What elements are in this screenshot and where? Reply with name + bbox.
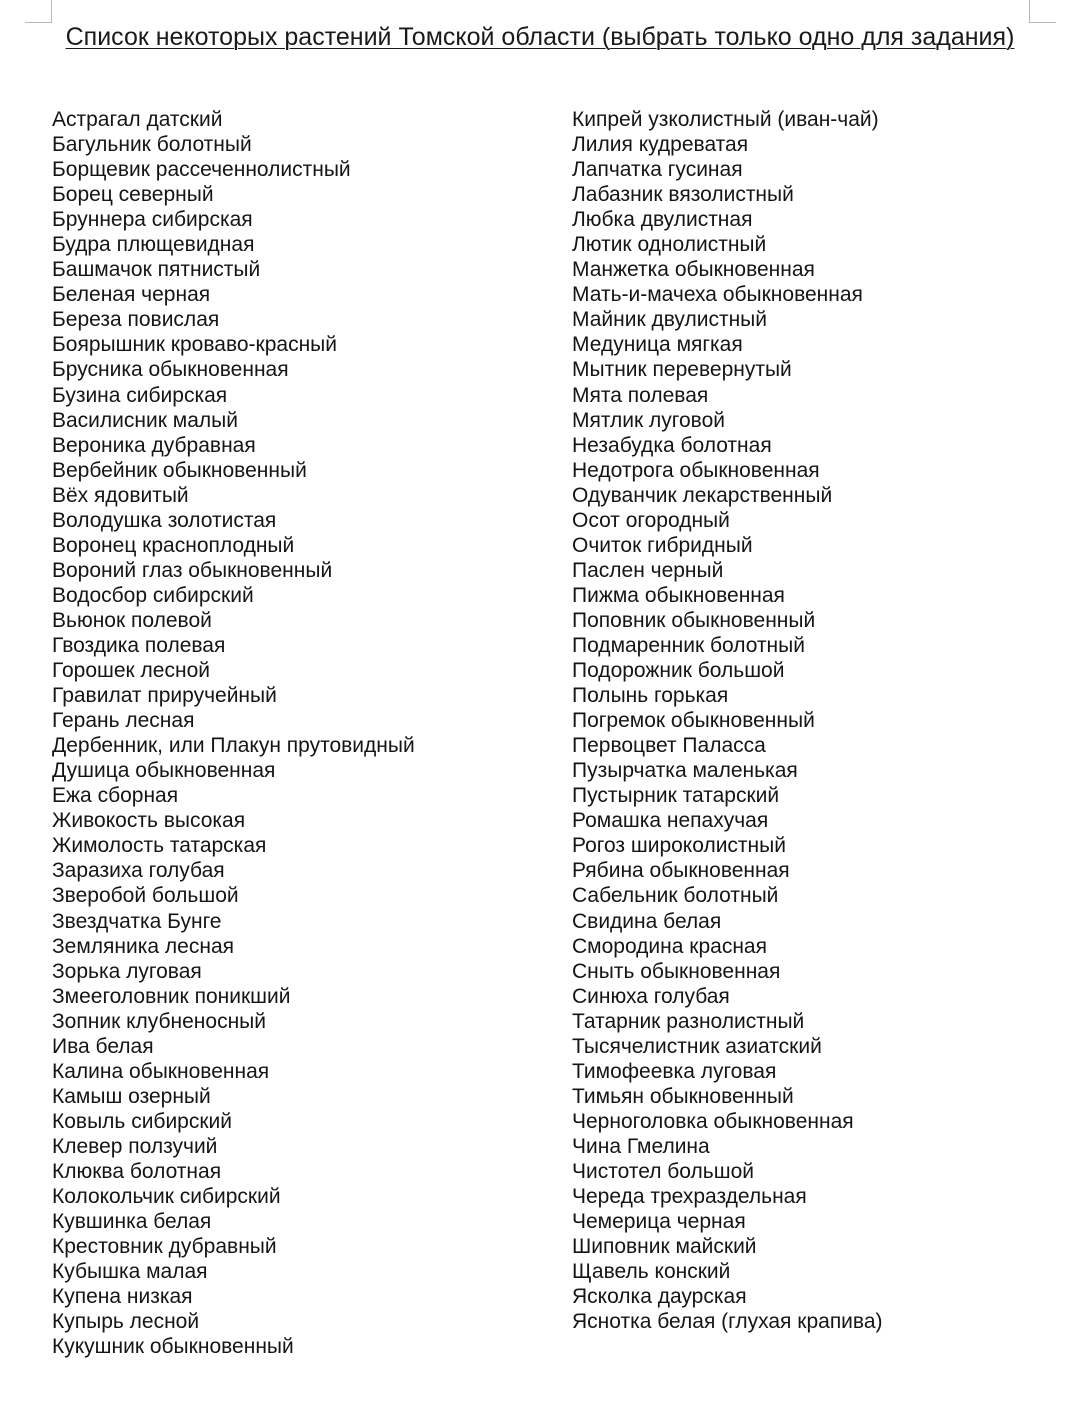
plant-list-item: Недотрога обыкновенная: [572, 458, 820, 482]
plant-list-item: Чемерица черная: [572, 1210, 746, 1234]
plant-list-item: Ромашка непахучая: [572, 809, 769, 833]
plant-list-item: Ковыль сибирский: [52, 1109, 233, 1133]
plant-list-item: Пузырчатка маленькая: [572, 759, 798, 783]
plant-list-item: Ива белая: [52, 1034, 154, 1058]
page-corner-mark-left: [25, 0, 52, 23]
plant-list-item: Береза повислая: [52, 308, 220, 332]
plant-list-item: Звездчатка Бунге: [52, 909, 222, 933]
plant-list-item: Колокольчик сибирский: [52, 1185, 281, 1209]
plant-list-item: Жимолость татарская: [52, 834, 267, 858]
plant-list-item: Вороний глаз обыкновенный: [52, 558, 333, 582]
plant-list-item: Заразиха голубая: [52, 859, 225, 883]
plant-list-item: Кубышка малая: [52, 1260, 208, 1284]
plant-list-item: Живокость высокая: [52, 809, 246, 833]
plant-list-item: Любка двулистная: [572, 208, 753, 232]
plant-list-item: Борщевик рассеченнолистный: [52, 158, 351, 182]
plant-list-item: Кукушник обыкновенный: [52, 1335, 294, 1359]
plant-list-item: Вёх ядовитый: [52, 483, 189, 507]
plant-list-item: Сныть обыкновенная: [572, 959, 781, 983]
plant-list-item: Лилия кудреватая: [572, 133, 749, 157]
plant-list-item: Дербенник, или Плакун прутовидный: [52, 734, 415, 758]
plant-list-item: Будра плющевидная: [52, 233, 255, 257]
plant-list-item: Бруннера сибирская: [52, 208, 253, 232]
plant-list-item: Кипрей узколистный (иван-чай): [572, 108, 879, 131]
plant-list-item: Череда трехраздельная: [572, 1185, 807, 1209]
plant-list-item: Бузина сибирская: [52, 383, 228, 407]
plant-list-item: Свидина белая: [572, 909, 722, 933]
plant-list-item: Борец северный: [52, 183, 214, 207]
plant-list-item: Герань лесная: [52, 709, 195, 733]
plant-list-item: Тимофеевка луговая: [572, 1059, 777, 1083]
plant-list-item: Первоцвет Паласса: [572, 734, 766, 758]
plant-list-item: Щавель конский: [572, 1260, 731, 1284]
plant-list-item: Мытник перевернутый: [572, 358, 792, 382]
plant-list-item: Ежа сборная: [52, 784, 179, 808]
plant-list-item: Багульник болотный: [52, 133, 252, 157]
plant-list-item: Зорька луговая: [52, 959, 202, 983]
plant-list-item: Гравилат приручейный: [52, 684, 277, 708]
plant-list-item: Черноголовка обыкновенная: [572, 1109, 854, 1133]
plant-list-item: Подмаренник болотный: [572, 633, 805, 657]
plant-list-item: Воронец красноплодный: [52, 533, 295, 557]
plant-list-item: Очиток гибридный: [572, 533, 753, 557]
plant-list-item: Чина Гмелина: [572, 1134, 710, 1158]
plant-list-left-column: [52, 107, 552, 1359]
plant-list-item: Смородина красная: [572, 934, 767, 958]
plant-list-item: Горошек лесной: [52, 659, 210, 683]
plant-list-item: Шиповник майский: [572, 1235, 757, 1259]
plant-list-item: Мятлик луговой: [572, 408, 725, 432]
plant-list-item: Паслен черный: [572, 558, 724, 582]
plant-list-item: Астрагал датский: [52, 108, 223, 131]
plant-list-item: Василисник малый: [52, 408, 238, 432]
plant-list-item: Медуница мягкая: [572, 333, 743, 357]
plant-list-item: Рябина обыкновенная: [572, 859, 790, 883]
plant-list-item: Камыш озерный: [52, 1084, 211, 1108]
plant-list-item: Полынь горькая: [572, 684, 729, 708]
plant-list-item: Брусника обыкновенная: [52, 358, 289, 382]
plant-list-item: Купырь лесной: [52, 1310, 200, 1334]
plant-list-item: Володушка золотистая: [52, 508, 277, 532]
plant-list-item: Лапчатка гусиная: [572, 158, 743, 182]
document-title: Список некоторых растений Томской области (выбрать только одно для задания): [65, 23, 1015, 51]
plant-list-item: Одуванчик лекарственный: [572, 483, 833, 507]
plant-list-item: Калина обыкновенная: [52, 1059, 270, 1083]
plant-list-item: Подорожник большой: [572, 659, 785, 683]
plant-list-item: Мята полевая: [572, 383, 709, 407]
plant-list-item: Незабудка болотная: [572, 433, 772, 457]
plant-list-item: Клюква болотная: [52, 1159, 222, 1183]
plant-list-item: Зопник клубненосный: [52, 1009, 266, 1033]
plant-list-item: Чистотел большой: [572, 1159, 754, 1183]
plant-list-item: Погремок обыкновенный: [572, 709, 815, 733]
plant-list-item: Купена низкая: [52, 1285, 193, 1309]
plant-list-item: Гвоздика полевая: [52, 633, 226, 657]
plant-list-item: Клевер ползучий: [52, 1134, 218, 1158]
plant-list-item: Беленая черная: [52, 283, 211, 307]
plant-list-item: Пустырник татарский: [572, 784, 780, 808]
plant-list-item: Майник двулистный: [572, 308, 767, 332]
plant-list-item: Водосбор сибирский: [52, 583, 254, 607]
plant-list-item: Манжетка обыкновенная: [572, 258, 815, 282]
plant-list-item: Пижма обыкновенная: [572, 583, 785, 607]
plant-list-item: Змееголовник поникший: [52, 984, 291, 1008]
plant-list-item: Яснотка белая (глухая крапива): [572, 1310, 883, 1334]
plant-list-item: Кувшинка белая: [52, 1210, 212, 1234]
plant-list-item: Вербейник обыкновенный: [52, 458, 307, 482]
plant-list-item: Осот огородный: [572, 508, 730, 532]
plant-list-item: Земляника лесная: [52, 934, 234, 958]
plant-list-item: Тысячелистник азиатский: [572, 1034, 822, 1058]
plant-list-right-column: [572, 107, 1052, 1334]
plant-list-item: Лютик однолистный: [572, 233, 767, 257]
plant-list-item: Рогоз широколистный: [572, 834, 786, 858]
plant-list-item: Башмачок пятнистый: [52, 258, 261, 282]
plant-list-item: Тимьян обыкновенный: [572, 1084, 794, 1108]
plant-list-item: Душица обыкновенная: [52, 759, 276, 783]
page-corner-mark-right: [1029, 0, 1056, 23]
plant-list-item: Боярышник кроваво-красный: [52, 333, 338, 357]
plant-list-item: Крестовник дубравный: [52, 1235, 277, 1259]
plant-list-item: Вероника дубравная: [52, 433, 256, 457]
plant-list-item: Сабельник болотный: [572, 884, 779, 908]
plant-list-item: Поповник обыкновенный: [572, 608, 816, 632]
plant-list-item: Синюха голубая: [572, 984, 730, 1008]
plant-list-item: Ясколка даурская: [572, 1285, 747, 1309]
plant-list-item: Лабазник вязолистный: [572, 183, 794, 207]
plant-list-item: Мать-и-мачеха обыкновенная: [572, 283, 863, 307]
plant-list-item: Зверобой большой: [52, 884, 239, 908]
plant-list-item: Вьюнок полевой: [52, 608, 212, 632]
plant-list-item: Татарник разнолистный: [572, 1009, 805, 1033]
